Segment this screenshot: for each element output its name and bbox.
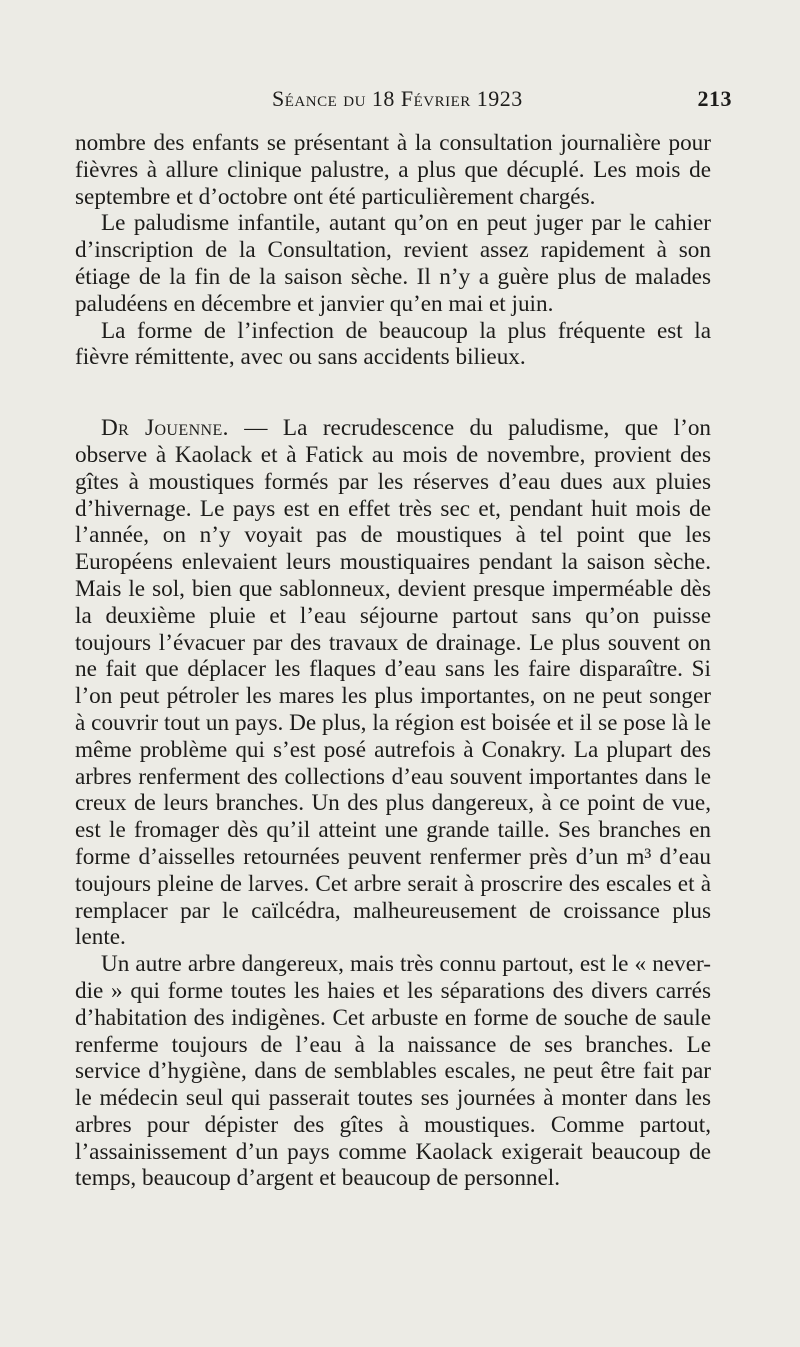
paragraph-never-die: Un autre arbre dangereux, mais très connu partout, est le « never-die » qui forme toutes les haies et les séparations des divers carrés d’habitation des indigènes. Cet arbuste en forme de souche de saule renferme toujours de l’eau à la naissance de ses branches. Le service d’hygiène, dans de semblables escales, ne peut être fait par le médecin seul qui passerait toutes ses journées à monter dans les arbres pour dépister des gîtes à moustiques. Comme partout, l’assainissement d’un pays comme Kaolack exigerait beaucoup de temps, beaucoup d’argent et beaucoup de personnel. bbox=[75, 951, 711, 1192]
page-header bbox=[0, 86, 800, 120]
page-body bbox=[75, 130, 711, 1192]
speaker-name: Dr Jouenne. bbox=[101, 415, 229, 442]
paragraph-paludisme-infantile: Le paludisme infantile, autant qu’on en peut juger par le cahier d’inscription de la Consultation, revient assez rapidement à son étiage de la fin de la saison sèche. Il n’y a guère plus de malades paludéens en décembre et janvier qu’en mai et juin. bbox=[75, 210, 711, 317]
paragraph-forme-infection: La forme de l’infection de beaucoup la plus fréquente est la fièvre rémittente, avec ou sans accidents bilieux. bbox=[75, 317, 711, 371]
running-head: Séance du 18 Février 1923 bbox=[272, 86, 523, 111]
paragraph-jouenne bbox=[75, 415, 711, 951]
page-number: 213 bbox=[697, 86, 732, 111]
section-gap bbox=[75, 371, 711, 415]
paragraph-continuation: nombre des enfants se présentant à la consultation journalière pour fièvres à allure clinique palustre, a plus que décuplé. Les mois de septembre et d’octobre ont été particulièrement chargés. bbox=[75, 130, 711, 210]
paragraph-jouenne-text: — La recrudescence du paludisme, que l’on observe à Kaolack et à Fatick au mois de novembre, provient des gîtes à moustiques formés par les réserves d’eau dues aux pluies d’hivernage. Le pays est en effet très sec et, pendant huit mois de l’année, on n’y voyait pas de moustiques à tel point que les Européens enlevaient leurs moustiquaires pendant la saison sèche. Mais le sol, bien que sablonneux, devient presque imperméable dès la deuxième pluie et l’eau séjourne partout sans qu’on puisse toujours l’évacuer par des travaux de drainage. Le plus souvent on ne fait que déplacer les flaques d’eau sans les faire disparaître. Si l’on peut pétroler les mares les plus importantes, on ne peut songer à couvrir tout un pays. De plus, la région est boisée et il se pose là le même problème qui s’est posé autrefois à Conakry. La plupart des arbres renferment des collections d’eau souvent importantes dans le creux de leurs branches. Un des plus dangereux, à ce point de vue, est le fromager dès qu’il atteint une grande taille. Ses branches en forme d’aisselles retournées peuvent renfermer près d’un m³ d’eau toujours pleine de larves. Cet arbre serait à proscrire des escales et à remplacer par le caïlcédra, malheureusement de croissance plus lente. bbox=[75, 415, 712, 951]
